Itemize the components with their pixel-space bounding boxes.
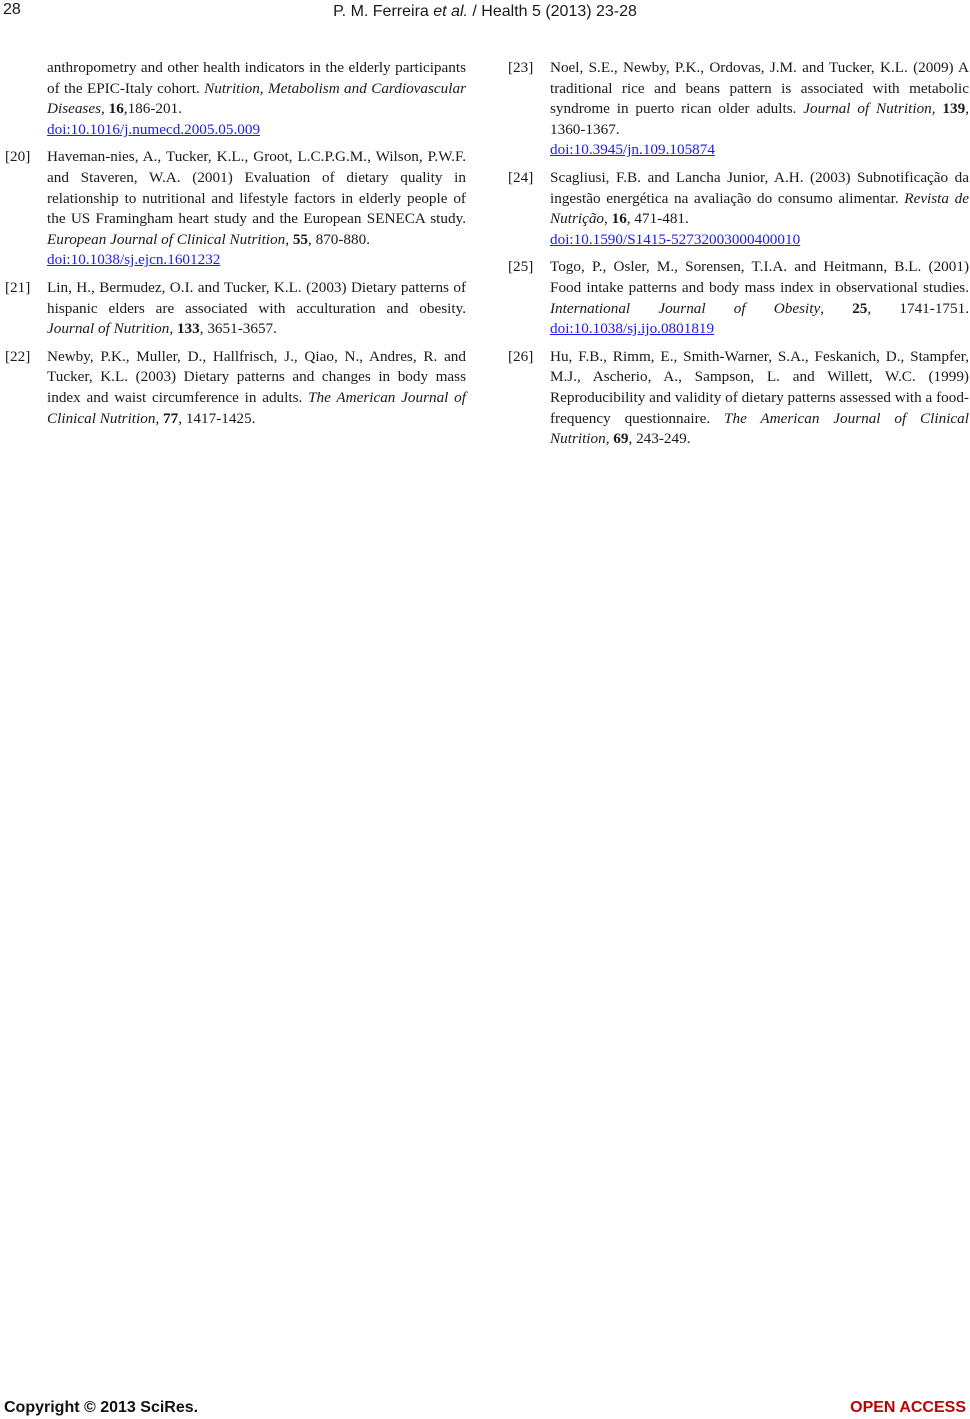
doi-link[interactable]: doi:10.1590/S1415-52732003000400010 — [550, 230, 801, 248]
header-journal: / Health 5 (2013) 23-28 — [472, 3, 637, 20]
ref-pages: , 1417-1425. — [178, 409, 256, 427]
left-column — [5, 58, 466, 436]
ref-pages: , 3651-3657. — [199, 320, 277, 338]
ref-volume: 25 — [852, 299, 868, 317]
ref-text: Togo, P., Osler, M., Sorensen, T.I.A. and Heitmann, B.L. (2001) Food intake patterns and body mass index in observational studies. — [550, 258, 969, 296]
ref-journal: Journal of Nutrition — [803, 100, 932, 118]
ref-separator: , — [101, 100, 109, 118]
ref-pages: , 243-249. — [628, 430, 691, 448]
ref-text: Newby, P.K., Muller, D., Hallfrisch, J., Qiao, N., Andres, R. and Tucker, K.L. (2003) Dietary patterns and changes in body mass index and waist circumference in adults. — [47, 347, 466, 406]
ref-number: [21] — [5, 278, 31, 296]
ref-text: anthropometry and other health indicators in the elderly participants of the EPIC-Italy cohort. — [47, 59, 466, 97]
ref-journal: European Journal of Clinical Nutrition — [47, 230, 286, 248]
ref-separator: , — [931, 100, 943, 118]
ref-volume: 133 — [176, 320, 200, 338]
reference-22 — [5, 347, 466, 429]
ref-journal: Revista de Nutrição — [550, 189, 969, 228]
ref-separator: , — [820, 299, 853, 317]
ref-number: [24] — [508, 168, 534, 186]
doi-link[interactable]: doi:10.1016/j.numecd.2005.05.009 — [47, 120, 261, 138]
reference-19-continued — [5, 58, 466, 140]
right-column — [508, 58, 969, 457]
running-header — [0, 3, 970, 21]
ref-text: Scagliusi, F.B. and Lancha Junior, A.H. (2003) Subnotificação da ingestão energética na avaliação do consumo alimentar. — [550, 168, 969, 207]
ref-pages: , 870-880. — [308, 230, 371, 248]
reference-24 — [508, 168, 969, 250]
ref-journal: Journal of Nutrition — [47, 320, 170, 338]
ref-number: [22] — [5, 347, 31, 365]
reference-25 — [508, 257, 969, 339]
reference-21 — [5, 278, 466, 340]
ref-journal: The American Journal of Clinical Nutrition — [550, 409, 969, 448]
ref-journal: International Journal of Obesity — [550, 299, 821, 317]
ref-volume: 55 — [292, 230, 308, 248]
header-et-al: et al. — [433, 3, 468, 20]
page-number: 28 — [3, 1, 21, 18]
ref-separator: , — [605, 430, 614, 448]
reference-20 — [5, 147, 466, 271]
ref-journal: Nutrition, Metabolism and Cardiovascular Diseases — [47, 79, 466, 118]
ref-separator: , — [285, 230, 293, 248]
ref-text: Noel, S.E., Newby, P.K., Ordovas, J.M. and Tucker, K.L. (2009) A traditional rice and beans pattern is associated with metabolic syndrome in puerto rican older adults. — [550, 59, 969, 118]
ref-volume: 77 — [163, 409, 179, 427]
reference-26 — [508, 347, 969, 450]
ref-number: [26] — [508, 347, 534, 365]
ref-separator: , — [169, 320, 177, 338]
ref-number: [20] — [5, 148, 31, 166]
ref-number: [23] — [508, 59, 534, 76]
ref-pages: , 1741-1751. — [867, 299, 969, 317]
ref-text: Lin, H., Bermudez, O.I. and Tucker, K.L. (2003) Dietary patterns of hispanic elders are associated with acculturation and obesity. — [47, 278, 466, 317]
ref-volume: 16 — [108, 100, 124, 118]
ref-volume: 69 — [613, 430, 629, 448]
ref-pages: ,186-201. — [123, 100, 182, 118]
reference-23 — [508, 58, 969, 161]
doi-link[interactable]: doi:10.1038/sj.ejcn.1601232 — [47, 251, 221, 269]
ref-volume: 139 — [942, 100, 966, 118]
ref-separator: , — [155, 409, 164, 427]
footer-open-access: OPEN ACCESS — [850, 1399, 966, 1416]
ref-pages: , 471-481. — [626, 210, 689, 228]
doi-link[interactable]: doi:10.1038/sj.ijo.0801819 — [550, 320, 715, 338]
ref-separator: , — [604, 210, 612, 228]
ref-text: Hu, F.B., Rimm, E., Smith-Warner, S.A., Feskanich, D., Stampfer, M.J., Ascherio, A., Sampson, L. and Willett, W.C. (1999) Reproducibility and validity of dietary patterns assessed with a food-frequency questionnaire. — [550, 347, 969, 427]
doi-link[interactable]: doi:10.3945/jn.109.105874 — [550, 141, 715, 159]
ref-number: [25] — [508, 258, 534, 276]
ref-journal: The American Journal of Clinical Nutrition — [47, 388, 466, 427]
footer-copyright: Copyright © 2013 SciRes. — [4, 1399, 199, 1416]
ref-pages: , 1360-1367. — [550, 100, 969, 138]
ref-volume: 16 — [611, 210, 627, 228]
ref-text: Haveman-nies, A., Tucker, K.L., Groot, L.C.P.G.M., Wilson, P.W.F. and Staveren, W.A. (2001) Evaluation of dietary quality in relationship to nutritional and lifestyle factors in elderly people of the US Framingham heart study and the European SENECA study. — [47, 148, 466, 228]
header-authors: P. M. Ferreira — [333, 3, 429, 20]
